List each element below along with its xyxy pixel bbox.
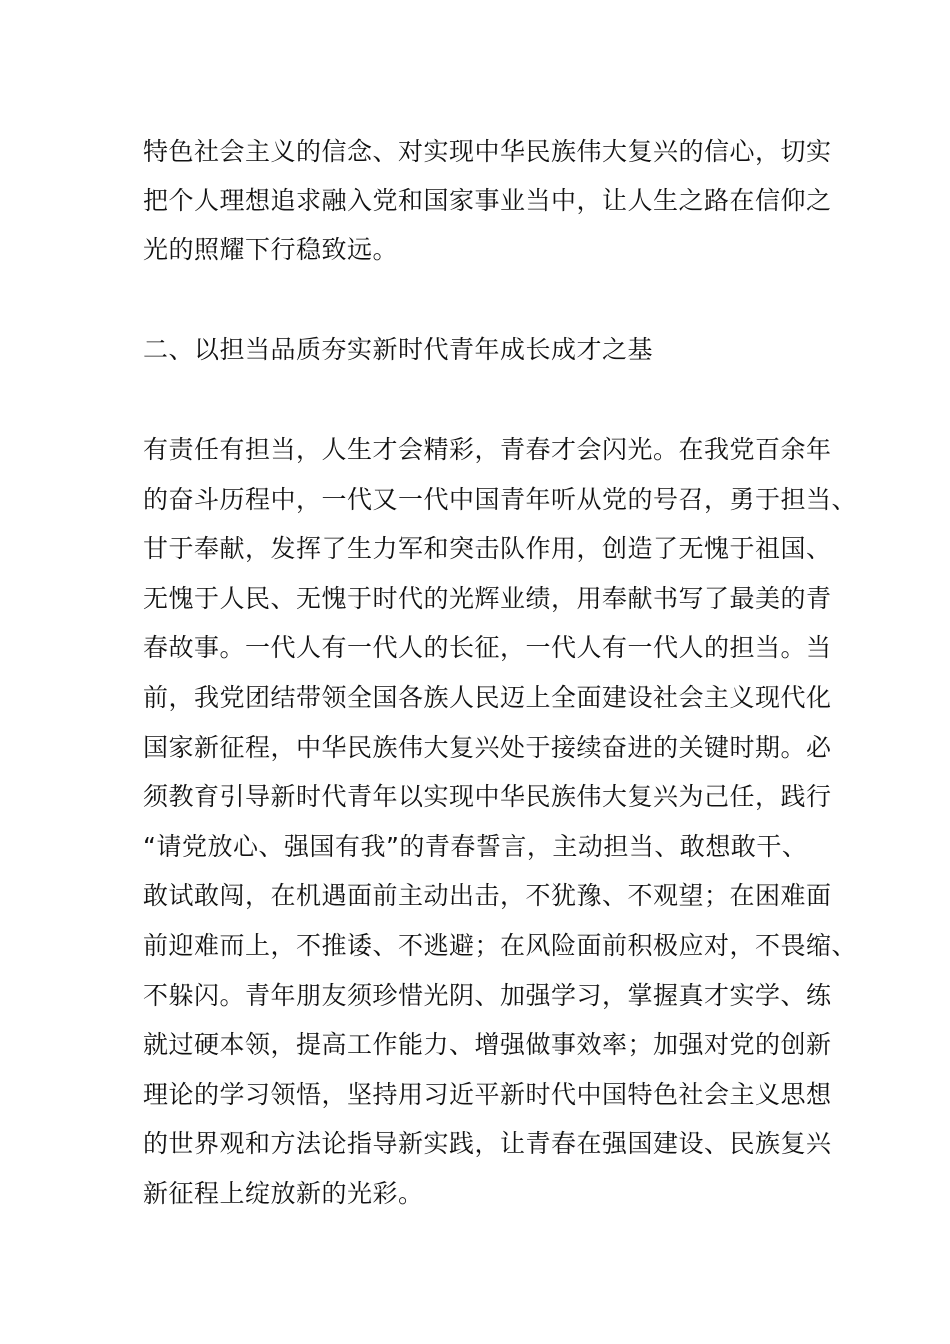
- paragraph-2-line-6: 前，我党团结带领全国各族人民迈上全面建设社会主义现代化: [143, 683, 832, 712]
- paragraph-2-line-10: 敢试敢闯，在机遇面前主动出击，不犹豫、不观望；在困难面: [143, 881, 832, 910]
- paragraph-2-line-9: “请党放心、强国有我”的青春誓言，主动担当、敢想敢干、: [143, 832, 808, 861]
- paragraph-1-line-3: 光的照耀下行稳致远。: [143, 235, 399, 264]
- paragraph-2-line-8: 须教育引导新时代青年以实现中华民族伟大复兴为己任，践行: [143, 782, 832, 811]
- paragraph-2-line-13: 就过硬本领，提高工作能力、增强做事效率；加强对党的创新: [143, 1030, 832, 1059]
- paragraph-2-line-5: 春故事。一代人有一代人的长征，一代人有一代人的担当。当: [143, 633, 832, 662]
- paragraph-2-line-7: 国家新征程，中华民族伟大复兴处于接续奋进的关键时期。必: [143, 733, 832, 762]
- paragraph-2-line-3: 甘于奉献，发挥了生力军和突击队作用，创造了无愧于祖国、: [143, 534, 832, 563]
- section-heading: 二、以担当品质夯实新时代青年成长成才之基: [143, 335, 654, 364]
- paragraph-2-line-16: 新征程上绽放新的光彩。: [143, 1179, 424, 1208]
- paragraph-1-line-2: 把个人理想追求融入党和国家事业当中，让人生之路在信仰之: [143, 186, 832, 215]
- paragraph-2-line-1: 有责任有担当，人生才会精彩，青春才会闪光。在我党百余年: [143, 435, 832, 464]
- paragraph-2-line-4: 无愧于人民、无愧于时代的光辉业绩，用奉献书写了最美的青: [143, 584, 832, 613]
- paragraph-2-line-14: 理论的学习领悟，坚持用习近平新时代中国特色社会主义思想: [143, 1080, 832, 1109]
- paragraph-2-line-11: 前迎难而上，不推诿、不逃避；在风险面前积极应对，不畏缩、: [143, 931, 858, 960]
- paragraph-2-line-15: 的世界观和方法论指导新实践，让青春在强国建设、民族复兴: [143, 1129, 832, 1158]
- paragraph-2-line-12: 不躲闪。青年朋友须珍惜光阴、加强学习，掌握真才实学、练: [143, 981, 832, 1010]
- paragraph-2-line-2: 的奋斗历程中，一代又一代中国青年听从党的号召，勇于担当、: [143, 485, 858, 514]
- paragraph-1-line-1: 特色社会主义的信念、对实现中华民族伟大复兴的信心，切实: [143, 137, 832, 166]
